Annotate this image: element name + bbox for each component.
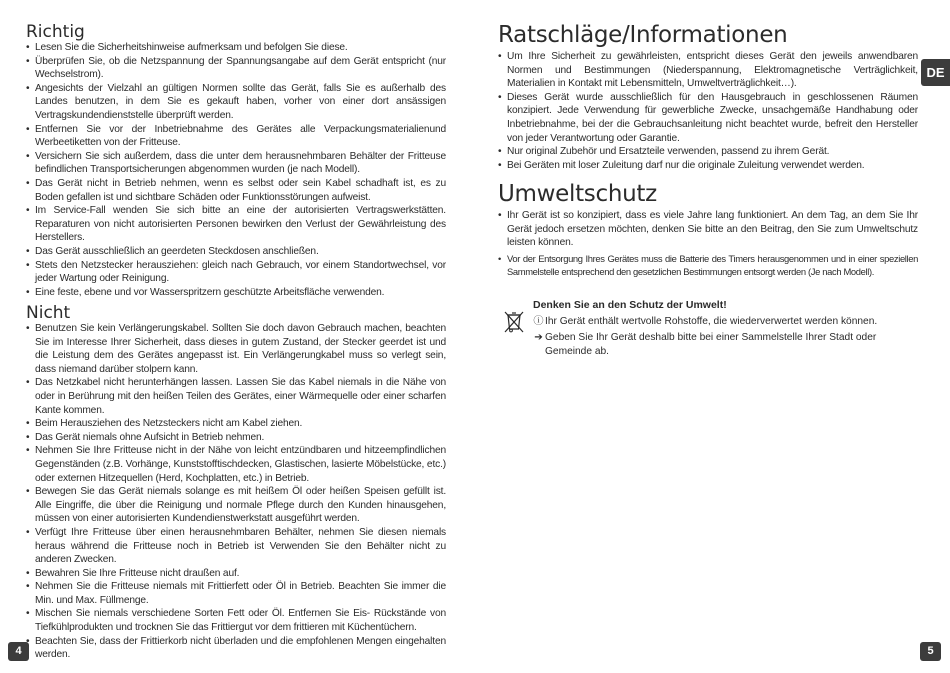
environment-line-1-text: Ihr Gerät enthält wertvolle Rohstoffe, die wiederverwertet werden können. xyxy=(545,316,878,327)
list-item: • Nur original Zubehör und Ersatzteile verwenden, passend zu ihrem Gerät. xyxy=(498,145,918,159)
list-item: • Stets den Netzstecker herausziehen: gleich nach Gebrauch, vor einem Standortwechsel, vor jeder Wartung oder Reinigung. xyxy=(26,259,446,286)
list-item: • Überprüfen Sie, ob die Netzspannung der Spannungsangabe auf dem Gerät entspricht (nur Wechselstrom). xyxy=(26,55,446,82)
page-number-right: 5 xyxy=(920,642,941,661)
heading-richtig: Richtig xyxy=(26,22,85,42)
list-richtig xyxy=(26,41,446,299)
arrow-icon: ➔ xyxy=(534,332,543,343)
list-item: • Angesichts der Vielzahl an gültigen Normen sollte das Gerät, falls Sie es außerhalb des Landes benutzen, in dem Sie es gekauft haben, vorher von einer dort ansässigen Vertragskundendienststelle überprüft werden. xyxy=(26,82,446,123)
page-number-left: 4 xyxy=(8,642,29,661)
list-item: • Nehmen Sie Ihre Fritteuse nicht in der Nähe von leicht entzündbaren und hitzeempfindlichen Gegenständen (z.B. Vorhänge, Kunststofftischdecken, Glastischen, lasierte Möbelstücke, etc.) oder externen Hitzequellen (Herd, Kochplatten, etc.) in Betrieb. xyxy=(26,444,446,485)
list-item: • Mischen Sie niemals verschiedene Sorten Fett oder Öl. Entfernen Sie Eis- Rückstände von Tiefkühlprodukten und trocknen Sie das Frittiergut vor dem frittieren mit Küchentüchern. xyxy=(26,607,446,634)
list-item: • Entfernen Sie vor der Inbetriebnahme des Gerätes alle Verpackungsmaterialienund Werbeetiketten von der Fritteuse. xyxy=(26,123,446,150)
list-item: • Bewahren Sie Ihre Fritteuse nicht draußen auf. xyxy=(26,567,446,581)
environment-line-2 xyxy=(533,331,878,358)
list-item: • Vor der Entsorgung Ihres Gerätes muss die Batterie des Timers herausgenommen und in einer speziellen Sammelstelle entsprechend den gesetzlichen Bestimmungen entsorgt werden (Je nach Modell). xyxy=(498,252,918,279)
list-item: • Ihr Gerät ist so konzipiert, dass es viele Jahre lang funktioniert. An dem Tag, an dem Sie Ihr Gerät jedoch ersetzen möchten, denken Sie bitte an den Beitrag, den Sie zum Umweltschutz leisten können. xyxy=(498,209,918,250)
list-item: • Bewegen Sie das Gerät niemals solange es mit heißem Öl oder heißen Speisen gefüllt ist. Alle Eingriffe, die über die Reinigung und normale Pflege durch den Kunden hinausgehen, müssen von einer autorisierten Kundendienstwerkstatt ausgeführt werden. xyxy=(26,485,446,526)
crossed-out-wheelie-bin-icon xyxy=(503,310,525,334)
environment-line-1 xyxy=(533,315,878,329)
list-item: • Im Service-Fall wenden Sie sich bitte an eine der autorisierten Vertragswerkstätten. Reparaturen von nicht autorisierten Personen bewirken den Verlust der Gewährleistung des Herstellers. xyxy=(26,204,446,245)
list-umweltschutz xyxy=(498,209,918,279)
list-item: • Das Netzkabel nicht herunterhängen lassen. Lassen Sie das Kabel niemals in die Nähe von oder in Berührung mit den heißen Teilen des Gerätes, einer Wärmequelle oder einer scharfen Kante kommen. xyxy=(26,376,446,417)
list-item: • Beachten Sie, dass der Frittierkorb nicht überladen und die empfohlenen Mengen eingehalten werden. xyxy=(26,635,446,662)
list-item: • Lesen Sie die Sicherheitshinweise aufmerksam und befolgen Sie diese. xyxy=(26,41,446,55)
list-item: • Verfügt Ihre Fritteuse über einen herausnehmbaren Behälter, nehmen Sie diesen niemals heraus während die Fritteuse noch in Betrieb ist Verwenden Sie den Behälter nicht zu anderen Zwecken. xyxy=(26,526,446,567)
list-item: • Eine feste, ebene und vor Wasserspritzern geschützte Arbeitsfläche verwenden. xyxy=(26,286,446,300)
environment-title: Denken Sie an den Schutz der Umwelt! xyxy=(533,299,727,311)
list-item: • Dieses Gerät wurde ausschließlich für den Hausgebrauch in geschlossenen Räumen konzipiert. Jede Verwendung für gewerbliche Zwecke, unsachgemäße Handhabung oder Inbetriebnahme, bei der die Gebrauchsanleitung nicht beachtet wurde, befreit den Hersteller von jeder Verantwortung oder Garantie. xyxy=(498,91,918,145)
language-tab-de: DE xyxy=(921,59,950,86)
heading-nicht: Nicht xyxy=(26,303,71,323)
list-item: • Das Gerät ausschließlich an geerdeten Steckdosen anschließen. xyxy=(26,245,446,259)
heading-ratschlaege: Ratschläge/Informationen xyxy=(498,22,788,48)
heading-umweltschutz: Umweltschutz xyxy=(498,181,657,207)
list-item: • Bei Geräten mit loser Zuleitung darf nur die originale Zuleitung verwendet werden. xyxy=(498,159,918,173)
list-item: • Versichern Sie sich außerdem, dass die unter dem herausnehmbaren Behälter der Fritteuse befindlichen Transportsicherungen abgenommen wurden (je nach Modell). xyxy=(26,150,446,177)
list-item: • Beim Herausziehen des Netzsteckers nicht am Kabel ziehen. xyxy=(26,417,446,431)
list-item: • Nehmen Sie die Fritteuse niemals mit Frittierfett oder Öl in Betrieb. Beachten Sie immer die Min. und Max. Füllmenge. xyxy=(26,580,446,607)
list-ratschlaege xyxy=(498,50,918,172)
list-item: • Das Gerät niemals ohne Aufsicht in Betrieb nehmen. xyxy=(26,431,446,445)
list-item: • Das Gerät nicht in Betrieb nehmen, wenn es selbst oder sein Kabel schadhaft ist, es zu Boden gefallen ist und sichtbare Schäden oder Funktionsstörungen aufweist. xyxy=(26,177,446,204)
list-item: • Um Ihre Sicherheit zu gewährleisten, entspricht dieses Gerät den jeweils anwendbaren Normen und Bestimmungen (Niederspannung, Elektromagnetische Verträglichkeit, Materialien in Kontakt mit Lebensmitteln, Umweltverträglichkeit…). xyxy=(498,50,918,91)
list-nicht xyxy=(26,322,446,662)
environment-line-2-text: Geben Sie Ihr Gerät deshalb bitte bei einer Sammelstelle Ihrer Stadt oder Gemeinde ab. xyxy=(545,332,877,357)
info-icon: ⓘ xyxy=(533,316,544,327)
list-umweltschutz-small xyxy=(498,252,918,279)
list-item: • Benutzen Sie kein Verlängerungskabel. Sollten Sie doch davon Gebrauch machen, beachten Sie im Interesse Ihrer Sicherheit, dass dieses in gutem Zustand, der Stecker geerdet ist und die Leistung dem des Gerätes angepasst ist. Ein Verlängerungkabel muss so verlegt sein, dass niemand darüber stolpern kann. xyxy=(26,322,446,376)
